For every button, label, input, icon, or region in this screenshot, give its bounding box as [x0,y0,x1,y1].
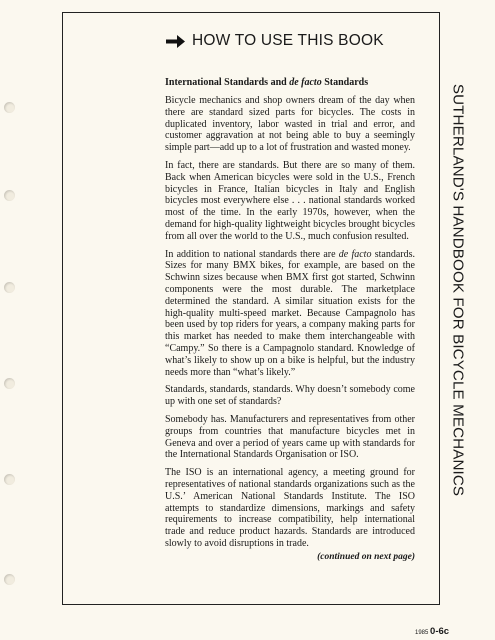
paragraph-6: The ISO is an international agency, a meeting ground for representatives of national standards organizations such as the U.S.’ American National Standards Institute. The ISO attempts to standardize dimensions, markings and safety requirements to increase compatibility, help international trade and reduce product hazards. Standards are introduced slowly to avoid disruptions in trade. [165,467,415,549]
right-arrow-icon [166,35,185,48]
binder-hole [4,378,15,389]
binder-hole [4,190,15,201]
binder-hole [4,282,15,293]
footer-year: 1985 [415,630,429,636]
binder-hole [4,102,15,113]
article-heading: International Standards and de facto Standards [165,77,369,88]
book-title-sidebar [445,30,471,550]
paragraph-1: Bicycle mechanics and shop owners dream of the day when there are standard sized parts for bicycles. The costs in duplicated inventory, labor wasted in trial and error, and customer aggravation at not being able to buy a seemingly simple part—add up to a lot of frustration and wasted money. [165,95,415,154]
article [165,77,415,563]
binder-hole [4,474,15,485]
paragraph-5: Somebody has. Manufacturers and representatives from other groups from countries that manufacture bicycles met in Geneva and over a period of years came up with standards for the International Standards Organisation or ISO. [165,413,415,461]
paragraph-2: In fact, there are standards. But there are so many of them. Back when American bicycles were sold in the U.S., French bicycles in France, Italian bicycles in Italy and English bicycles most everywhere else . . . national standards worked most of the time. In the early 1970s, however, when the demand for high-quality lightweight bicycles brought bicycles from all over the world to the U.S., much confusion resulted. [165,159,415,242]
paragraph-3: In addition to national standards there are de facto standards. Sizes for many BMX bikes, for example, are based on the Schwinn sizes because when BMX first got started, Schwinn components were the most durable. The marketplace determined the standard. A similar situation exists for the high-quality multi-speed market. Because Campagnolo has been used by top riders for years, a company making parts for this market has needed to make them interchangeable with “Campy.” So there is a Campagnolo standard. Knowledge of what’s likely to show up on a bike is helpful, but the industry needs more than “what’s likely.” [165,248,415,378]
binder-hole [4,574,15,585]
page-footer [415,626,475,637]
section-title: HOW TO USE THIS BOOK [192,32,384,49]
book-title: SUTHERLAND'S HANDBOOK FOR BICYCLE MECHANICS [449,83,467,497]
section-header [166,32,384,50]
paragraph-4: Standards, standards, standards. Why doesn’t somebody come up with one set of standards? [165,384,415,408]
page-number: 0-6c [430,626,450,637]
continued-note: (continued on next page) [317,551,415,562]
